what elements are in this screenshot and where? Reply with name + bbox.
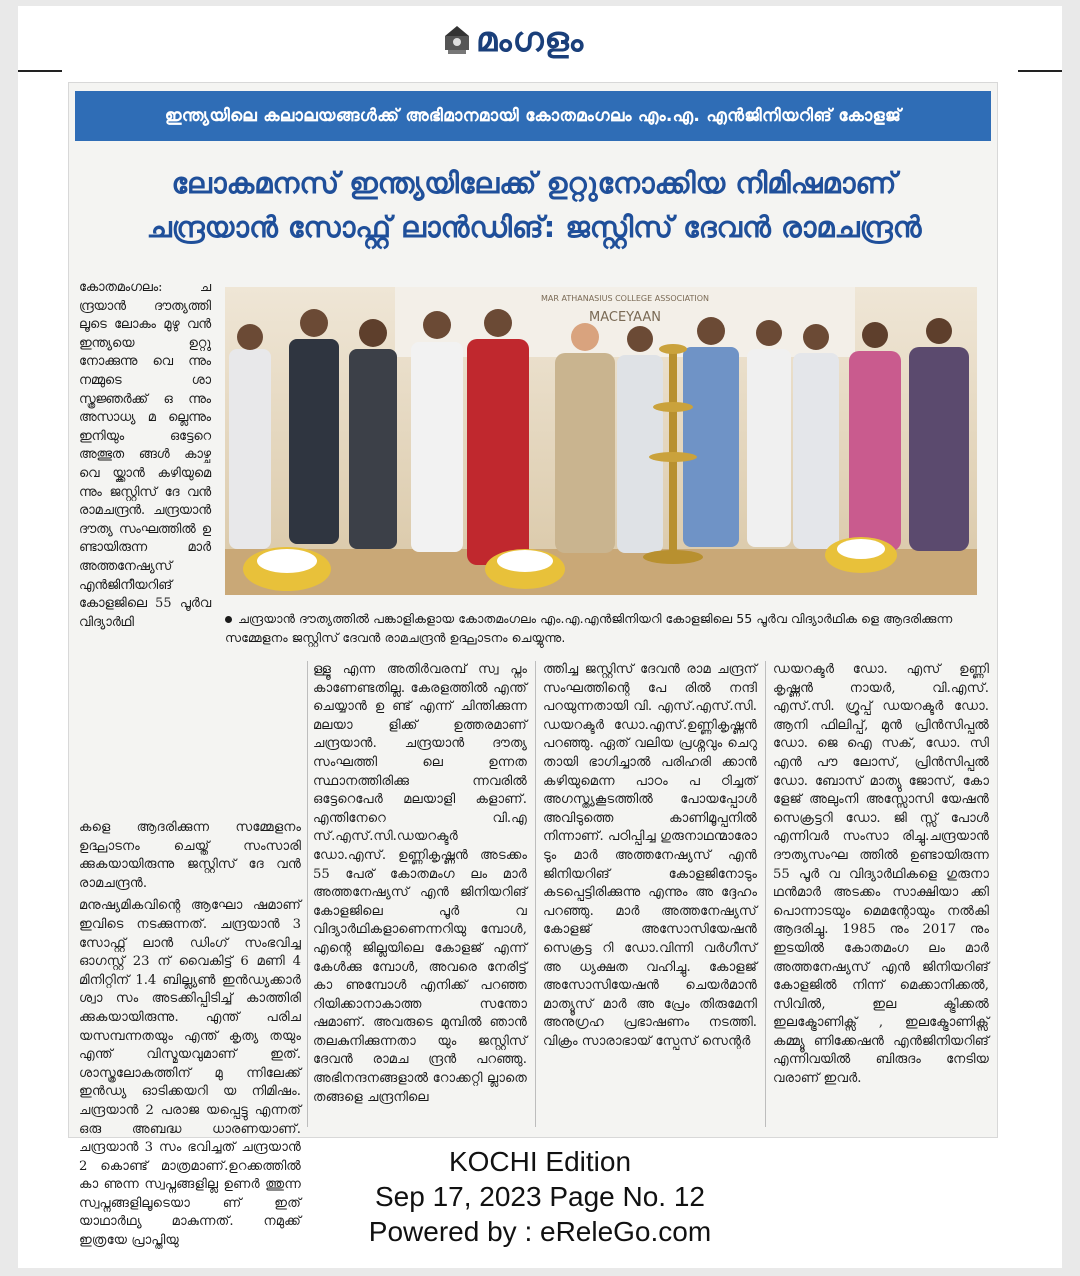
article-column-3 [543, 661, 757, 1127]
column-1b-paragraph-1: കളെ ആദരിക്കുന്ന സമ്മേളനം ഉദ്ഘാടനം ചെയ്ത് സംസാരി ക്കുകയായിരുന്നു ജസ്റ്റിസ് ദേ വൻ രാമചന്ദ്രൻ. [79, 820, 301, 891]
article-photo [225, 287, 977, 595]
bullet-icon [225, 616, 232, 623]
article-column-4 [773, 661, 989, 1127]
column-1b-paragraph-2: മനുഷ്യമികവിന്റെ ആഘോ ഷമാണ് ഇവിടെ നടക്കുന്നത്. ചന്ദ്രയാൻ 3 സോഫ്റ്റ് ലാൻ ഡിംഗ് സംഭവിച്ച ഓഗസ്റ്റ് 23 ന് വൈകിട്ട് 6 മണി 4 മിനിറ്റിന് 1.4 ബില്ല്യൺ ഇൻഡ്യക്കാർ ശ്വാ സം അടക്കിപ്പിടിച്ച് കാത്തിരി ക്കുകയായിരുന്നു. എന്ത് പരിച യസമ്പന്നതയും എന്ത് കൃത്യ തയും എന്ത് വിസ്മയവുമാണ് ഇത്. ശാസ്ത്രലോകത്തിന് മു ന്നിലേക്ക് ഇൻഡ്യ ഓടിക്കയറി യ നിമിഷം. ചന്ദ്രയാൻ 2 പരാജ യപ്പെട്ടു എന്നത് ഒരു അബദ്ധ ധാരണയാണ്. ചന്ദ്രയാൻ 3 സം ഭവിച്ചത് ചന്ദ്രയാൻ 2 കൊണ്ട് മാത്രമാണ്.ഉറക്കത്തിൽ കാ ണുന്ന സ്വപ്നങ്ങളില്ല ഉണർ ത്തുന്ന സ്വപ്നങ്ങളിലൂടെയാ ണ് ഇത് യാഥാർഥ്യ മാകുന്നത്. നമുക്ക് ഇത്രയേ പ്രാപ്തിയു [79, 898, 301, 1249]
column-1-text: കോതമംഗലം: ച ന്ദ്രയാൻ ദൗത്യത്തി ലൂടെ ലോകം മുഴു വൻ ഇന്ത്യയെ ഉറ്റു നോക്കുന്നു വെ ന്നും നമ്മുടെ ശാ സ്ത്രജ്ഞർക്ക് ഒ ന്നും അസാധ്യ മ ല്ലെന്നും ഇനിയും ഒട്ടേറെ അത്ഭുത ങ്ങൾ കാഴ്ച വെ യ്ക്കാൻ കഴിയുമെ ന്നും ജസ്റ്റിസ് ദേ വൻ രാമചന്ദ്രൻ. ചന്ദ്രയാൻ ദൗത്യ സംഘത്തിൽ ഉ ണ്ടായിരുന്ന മാർ അത്തനേഷ്യസ് എൻജിനീയറിങ് കോളജിലെ 55 പൂർവ വിദ്യാർഥി [79, 280, 211, 630]
column-divider [307, 661, 308, 1127]
headline-line-2: ചന്ദ്രയാൻ സോഫ്റ്റ് ലാൻഡിങ്: ജസ്റ്റിസ് ദേവൻ രാമചന്ദ്രൻ [146, 210, 922, 244]
article-column-2 [313, 661, 527, 1127]
article-headline [79, 161, 989, 249]
photo-banner-line-2: MACEYAAN [589, 310, 661, 325]
column-divider [765, 661, 766, 1127]
newspaper-sheet [18, 6, 1062, 1268]
photo-caption [225, 609, 977, 647]
headline-line-1: ലോകമനസ് ഇന്ത്യയിലേക്ക് ഉറ്റുനോക്കിയ നിമിഷമാണ് [171, 166, 897, 200]
masthead [18, 6, 1062, 76]
newspaper-logo: മംഗളം [476, 20, 585, 60]
emblem-icon [442, 24, 472, 58]
column-divider [535, 661, 536, 1127]
caption-text: ചന്ദ്രയാൻ ദൗത്യത്തിൽ പങ്കാളികളായ കോതമംഗലം എം.എ.എൻജിനിയറി കോളജിലെ 55 പൂർവ വിദ്യാർഥിക ളെ ആദരിക്കുന്ന സമ്മേളനം ജസ്റ്റിസ് ദേവൻ രാമചന്ദ്രൻ ഉദ്ഘാടനം ചെയ്യുന്നു. [225, 611, 953, 645]
column-2-text: ള്ളൂ എന്ന അതിർവരമ്പ് സ്വ പ്നം കാണേണ്ടതില്ല. കേരളത്തിൽ എന്ത് ചെയ്യാൻ ഉ ണ്ട് എന്ന് ചിന്തിക്കുന്ന മലയാ ളിക്ക് ഉത്തരമാണ് ചന്ദ്രയാൻ. ചന്ദ്രയാൻ ദൗത്യ സംഘത്തി ലെ ഉന്നത സ്ഥാനത്തിരിക്കു ന്നവരിൽ ഒട്ടേറെപേർ മലയാളി കളാണ്. എന്തിനേറെ വി.എ സ്.എസ്.സി.ഡയറക്ടർ ഡോ.എസ്. ഉണ്ണികൃഷ്ണൻ അടക്കം 55 പേര് കോതമംഗ ലം മാർ അത്തനേഷ്യസ് എൻ ജിനിയറിങ് കോളജിലെ പൂർ വ വിദ്യാർഥികളാണെന്നറിയു മ്പോൾ, എന്റെ ജില്ലയിലെ കോളജ് എന്ന് കേൾക്കു മ്പോൾ, അവരെ നേരിട്ട് കാ ണുമ്പോൾ എനിക്ക് പറഞ്ഞ റിയിക്കാനാകാത്ത സന്തോ ഷമാണ്. അവരുടെ മുമ്പിൽ ഞാൻ തലകുനിക്കുന്നതാ യും ജസ്റ്റിസ് ദേവൻ രാമച ന്ദ്രൻ പറഞ്ഞു. അഭിനന്ദനങ്ങളാൽ റോക്കറ്റി ല്ലാതെ തങ്ങളെ ചന്ദ്രനിലെ [313, 662, 527, 1105]
powered-by-link[interactable]: Powered by : eReleGo.com [368, 1216, 712, 1247]
photo-banner-line-1: MAR ATHANASIUS COLLEGE ASSOCIATION [541, 294, 709, 303]
edition-footer [18, 1144, 1062, 1249]
edition-date-page: Sep 17, 2023 Page No. 12 [374, 1181, 706, 1212]
article-kicker: ഇന്ത്യയിലെ കലാലയങ്ങൾക്ക് അഭിമാനമായി കോതമംഗലം എം.എ. എൻജിനിയറിങ് കോളജ് [75, 91, 991, 141]
edition-name: KOCHI Edition [448, 1146, 632, 1177]
article-column-1-continued [79, 819, 301, 1249]
masthead-rule-left [18, 70, 62, 72]
column-4-text: ഡയറക്ടർ ഡോ. എസ് ഉണ്ണി കൃഷ്ണൻ നായർ, വി.എസ്. എസ്.സി. ഗ്രൂപ്പ് ഡയറക്ടർ ഡോ. ആനി ഫിലിപ്പ്, മുൻ പ്രിൻസിപ്പൽ ഡോ. ജെ ഐ സക്, ഡോ. സി എൻ പൗ ലോസ്, പ്രിൻസിപ്പൽ ഡോ. ബോസ് മാത്യു ജോസ്, കോ ളേജ് അലുംനി അസ്സോസി യേഷൻ സെക്രട്ടറി ഡോ. ജി സ്സ് പോൾ എന്നിവർ സംസാ രിച്ചു.ചന്ദ്രയാൻ ദൗത്യസംഘ ത്തിൽ ഉണ്ടായിരുന്ന 55 പൂർ വ വിദ്യാർഥികളെ ഗുരുനാ ഥൻമാർ അടക്കം സാക്ഷിയാ ക്കി പൊന്നാടയും മെമന്റോയും നൽകി ആദരിച്ചു. 1985 നും 2017 നും ഇടയിൽ കോതമംഗ ലം മാർ അത്തനേഷ്യസ് എൻ ജിനിയറിങ് കോളജിൽ നിന്ന് മെക്കാനിക്കൽ, സിവിൽ, ഇല ക്ട്രിക്കൽ ഇലക്ട്രോണിക്സ് , ഇലക്ട്രോണിക്സ് കമ്മ്യൂ ണിക്കേഷൻ എൻജിനിയറിങ് എന്നിവയിൽ ബിരുദം നേടിയ വരാണ് ഇവർ. [773, 662, 989, 1087]
lamp-lighting-photo [225, 287, 977, 595]
column-3-text: ത്തിച്ച ജസ്റ്റിസ് ദേവൻ രാമ ചന്ദ്രന് സംഘത്തിന്റെ പേ രിൽ നന്ദി പറയുന്നതായി വി. എസ്.എസ്.സി. ഡയറക്ടർ ഡോ.എസ്.ഉണ്ണികൃഷ്ണൻ പറഞ്ഞു. ഏത് വലിയ പ്രശ്നവും ചെറു തായി ഭാഗിച്ചാൽ പരിഹരി ക്കാൻ കഴിയുമെന്ന പാഠം പ ഠിച്ചത് അഗസ്ത്യകൂടത്തിൽ പോയപ്പോൾ അവിടുത്തെ കാണിമൂപ്പനിൽ നിന്നാണ്. പഠിപ്പിച്ച ഗുരുനാഥന്മാരോ ടും മാർ അത്തനേഷ്യസ് എൻ ജിനിയറിങ് കോളജിനോടും കടപ്പെട്ടിരിക്കുന്നു എന്നും അ ദ്ദേഹം പറഞ്ഞു. മാർ അത്തനേഷ്യസ് കോളജ് അസോസിയേഷൻ സെക്രട്ട റി ഡോ.വിന്നി വർഗീസ് അ ധ്യക്ഷത വഹിച്ചു. കോളജ് അസോസിയേഷൻ ചെയർമാൻ മാത്യൂസ് മാർ അ പ്രേം തിരുമേനി അനുഗ്രഹ പ്രഭാഷണം നടത്തി. വിക്രം സാരാഭായ് സ്പേസ് സെന്റർ [543, 662, 757, 1049]
masthead-rule-right [1018, 70, 1062, 72]
article-column-1 [79, 279, 211, 819]
